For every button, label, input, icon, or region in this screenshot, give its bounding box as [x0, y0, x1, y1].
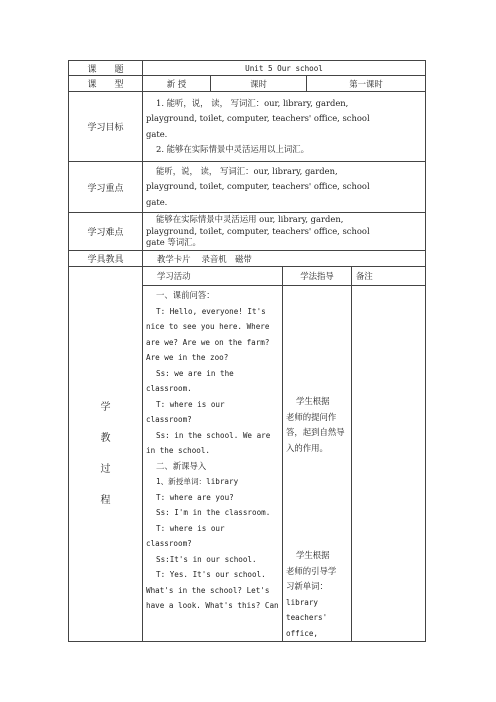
objectives-row — [69, 92, 426, 162]
activity-line: Are we in the zoo? — [146, 353, 229, 362]
objectives-line: 2. 能够在实际情景中灵活运用以上词汇。 — [156, 144, 310, 154]
difficulties-content — [143, 213, 426, 251]
guidance-content — [283, 286, 352, 642]
objectives-line: 1. 能听，说， 读， 写词汇：our, library, garden, — [156, 97, 349, 108]
objectives-content — [143, 92, 426, 162]
topic-row — [69, 61, 426, 76]
guidance-header: 学法指导 — [283, 267, 352, 286]
activity-line: are we? Are we on the farm? — [146, 337, 270, 347]
activity-line: classroom. — [146, 384, 192, 393]
materials-value: 教学卡片 录音机 磁带 — [143, 251, 426, 267]
activity-header: 学习活动 — [143, 267, 283, 286]
activity-line: in the school. — [146, 446, 211, 455]
activity-line: Ss:It's in our school. — [156, 554, 257, 564]
activity-line: Ss: I'm in the classroom. — [156, 508, 271, 517]
key-points-row — [69, 162, 426, 213]
key-points-content — [143, 162, 426, 213]
type-row — [69, 76, 426, 92]
hours-label: 课时 — [211, 76, 307, 92]
activity-line: classroom? — [146, 415, 192, 424]
guidance-line: library — [286, 597, 319, 607]
hours-value: 第一课时 — [307, 76, 426, 92]
difficulties-line: playground, toilet, computer, teachers' office, school — [146, 225, 370, 236]
process-label-char: 程 — [100, 495, 111, 506]
guidance-line: 答，起到自然导 — [286, 427, 345, 437]
activity-line: have a look. What's this? Can — [146, 601, 279, 610]
guidance-line: 入的作用。 — [286, 442, 328, 453]
type-value: 新 授 — [143, 76, 211, 92]
guidance-line: 习新单词： — [286, 581, 328, 591]
activity-line: 二、新课导入 — [156, 460, 207, 471]
objectives-line: gate. — [146, 128, 168, 139]
guidance-line: 老师的引导学 — [286, 565, 337, 576]
difficulties-line: gate 等词汇。 — [146, 237, 201, 248]
activity-line: T: where are you? — [156, 492, 234, 502]
process-label — [69, 267, 143, 642]
notes-content — [352, 286, 426, 642]
guidance-line: 老师的提问作 — [286, 411, 337, 422]
activity-line: T: where is our — [156, 399, 225, 409]
activity-line: Ss: we are in the — [156, 368, 234, 378]
key-points-line: gate. — [146, 196, 168, 207]
activity-line: 一、课前问答： — [156, 290, 215, 300]
key-points-label: 学习重点 — [69, 162, 143, 213]
notes-header: 备注 — [352, 267, 426, 286]
process-label-char: 学 — [100, 402, 111, 413]
topic-label: 课 题 — [69, 61, 143, 76]
activity-line: T: Yes. It's our school. — [156, 570, 266, 579]
process-label-char: 过 — [100, 464, 111, 475]
guidance-line: teachers' — [286, 613, 328, 622]
topic-value: Unit 5 Our school — [143, 61, 426, 76]
materials-label: 学具教具 — [69, 251, 143, 267]
activity-line: nice to see you here. Where — [146, 322, 270, 331]
guidance-line: 学生根据 — [296, 396, 330, 406]
key-points-line: 能听，说， 读， 写词汇：our, library, garden, — [156, 165, 338, 176]
activity-line: classroom? — [146, 539, 192, 548]
process-label-char: 教 — [100, 433, 111, 444]
activity-content — [143, 286, 283, 642]
materials-row — [69, 251, 426, 267]
difficulties-line: 能够在实际情景中灵活运用 our, library, garden, — [156, 214, 344, 225]
process-header-row — [69, 267, 426, 286]
lesson-plan-table — [68, 60, 426, 642]
activity-line: T: Hello, everyone! It's — [156, 306, 266, 316]
key-points-line: playground, toilet, computer, teachers' office, school — [146, 181, 370, 192]
objectives-line: playground, toilet, computer, teachers' office, school — [146, 113, 370, 123]
difficulties-row — [69, 213, 426, 251]
activity-line: T: where is our — [156, 523, 225, 533]
type-label: 课 型 — [69, 76, 143, 92]
guidance-line: 学生根据 — [296, 550, 330, 560]
difficulties-label: 学习难点 — [69, 213, 143, 251]
activity-line: 1、新授单词：library — [156, 477, 239, 486]
guidance-line: office, — [286, 628, 319, 638]
activity-line: What's in the school? Let's — [146, 585, 270, 595]
objectives-label: 学习目标 — [69, 92, 143, 162]
activity-line: Ss: in the school. We are — [156, 430, 271, 440]
